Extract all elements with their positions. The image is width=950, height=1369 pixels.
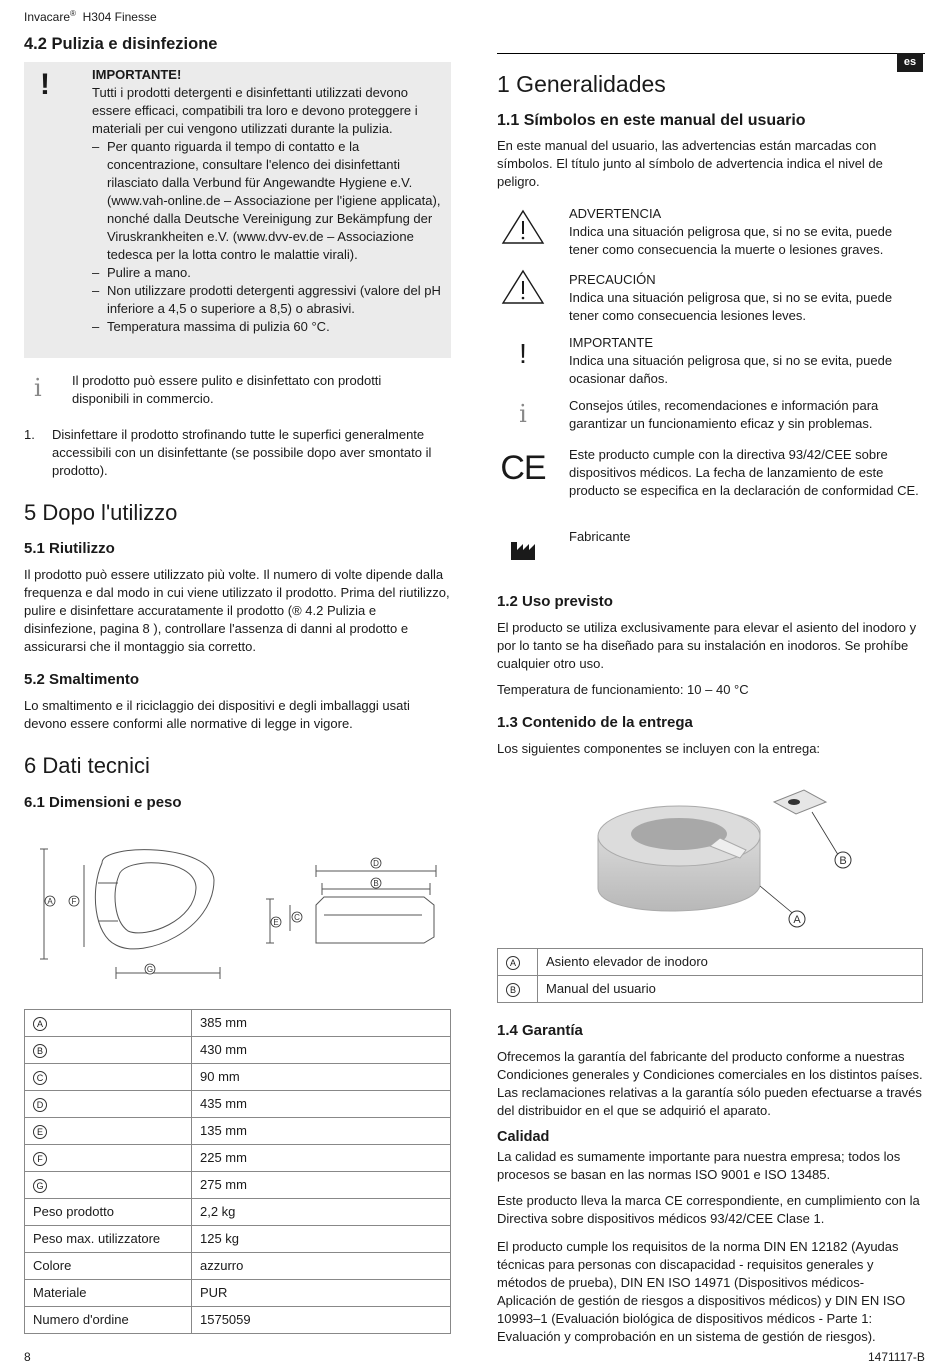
important-item: – Per quanto riguarda il tempo di contatto e la concentrazione, consultare l'elenco dei disinfettanti rilasciato dalla Verbund für Angewandte Hygiene e.V. (www.vah-online.de – Associazione per l'igiene applicata), nonché dalla Deutsche Vereinigung zur Bekämpfung der Viruskrankheiten e.V. (www.dvv-ev.de – Associazione tedesca per la lotta contro le malattie virali).: [92, 138, 442, 264]
table-value-cell: 275 mm: [192, 1172, 451, 1199]
table-value-cell: 435 mm: [192, 1091, 451, 1118]
table-row: [25, 1253, 451, 1280]
callout-letter: A: [506, 956, 520, 970]
section-1-4-title: 1.4 Garantía: [497, 1022, 583, 1039]
table-row: [25, 1172, 451, 1199]
section-5-2-text: Lo smaltimento e il riciclaggio dei dispositivi e degli imballaggi usati devono essere conformi alle normative di legge in vigore.: [24, 698, 410, 731]
table-row: [25, 1010, 451, 1037]
callout-letter: B: [506, 983, 520, 997]
section-1-3-title: 1.3 Contenido de la entrega: [497, 714, 693, 731]
callout-letter: F: [33, 1152, 47, 1166]
important-item: – Temperatura massima di pulizia 60 °C.: [92, 318, 442, 336]
table-row: [25, 1307, 451, 1334]
table-value-cell: 135 mm: [192, 1118, 451, 1145]
dim-label-c: C: [294, 913, 300, 922]
row-label: Colore: [33, 1258, 72, 1273]
exclamation-icon: !: [519, 338, 527, 369]
info-icon: i: [34, 374, 42, 402]
row-label: Materiale: [33, 1285, 87, 1300]
row-label: Numero d'ordine: [33, 1312, 129, 1327]
table-key-cell: [25, 1118, 192, 1145]
section-1-2-title: 1.2 Uso previsto: [497, 593, 613, 610]
table-value-cell: 2,2 kg: [192, 1199, 451, 1226]
callout-letter: C: [33, 1071, 47, 1085]
section-1-title: 1 Generalidades: [497, 71, 666, 97]
symbol-desc: Indica una situación peligrosa que, si no se evita, puede tener como consecuencia lesiones leves.: [569, 290, 893, 323]
product-illustration: [560, 768, 860, 938]
seat-side-view: [316, 897, 434, 943]
important-item: – Non utilizzare prodotti detergenti aggressivi (valore del pH inferiore a 4,5 o superiore a 8,5) o abrasivi.: [92, 282, 442, 318]
warning-triangle-icon: [497, 267, 549, 307]
operating-temperature: Temperatura de funcionamiento: 10 – 40 °C: [497, 682, 749, 697]
table-key-cell: [25, 1172, 192, 1199]
table-row: [498, 976, 923, 1003]
symbol-manufacturer: [497, 528, 925, 564]
info-icon: i: [519, 400, 527, 428]
quality-paragraph-2: Este producto lleva la marca CE correspondiente, en cumplimiento con la Directiva sobre dispositivos médicos 93/42/CEE Clase 1.: [497, 1193, 920, 1226]
symbol-desc: Consejos útiles, recomendaciones e información para garantizar un funcionamiento eficaz y sin problemas.: [569, 398, 879, 431]
callout-letter: D: [33, 1098, 47, 1112]
document-code: 1471117-B: [868, 1350, 925, 1364]
step-text: Disinfettare il prodotto strofinando tutte le superfici generalmente accessibili con un disinfettante (se possibile dopo aver smontato il prodotto).: [52, 427, 432, 478]
section-5-title: 5 Dopo l'utilizzo: [24, 500, 178, 525]
dimension-diagram: [24, 835, 451, 985]
table-value-cell: 90 mm: [192, 1064, 451, 1091]
table-value-cell: PUR: [192, 1280, 451, 1307]
table-row: [25, 1226, 451, 1253]
section-4-2-title: 4.2 Pulizia e disinfezione: [24, 35, 218, 53]
table-key-cell: [25, 1091, 192, 1118]
section-1-4-text: Ofrecemos la garantía del fabricante del producto conforme a nuestras Condiciones generales y Condiciones comerciales en los distintos países. Las reclamaciones relativas a la garantía sólo pueden efectuarse a través del distribuidor en el que se adquirió el aparato.: [497, 1049, 923, 1118]
important-title: IMPORTANTE!: [92, 67, 182, 82]
table-value-cell: 125 kg: [192, 1226, 451, 1253]
section-1-1-title: 1.1 Símbolos en este manual del usuario: [497, 112, 806, 129]
table-key-cell: [25, 1253, 192, 1280]
quality-title: Calidad: [497, 1129, 550, 1145]
table-key-cell: [25, 1199, 192, 1226]
table-key-cell: [25, 1010, 192, 1037]
section-1-3-text: Los siguientes componentes se incluyen con la entrega:: [497, 741, 821, 756]
page-number: 8: [24, 1350, 31, 1364]
quality-paragraph-1: La calidad es sumamente importante para nuestra empresa; todos los procesos se basan en las normas ISO 9001 e ISO 13485.: [497, 1149, 901, 1182]
section-6-1-title: 6.1 Dimensioni e peso: [24, 794, 182, 811]
symbol-desc: Indica una situación peligrosa que, si no se evita, puede tener como consecuencia la muerte o lesiones graves.: [569, 224, 893, 257]
symbol-important: [497, 334, 925, 394]
step-number: 1.: [24, 427, 35, 442]
table-value-cell: 225 mm: [192, 1145, 451, 1172]
table-key-cell: [25, 1280, 192, 1307]
header-registered-mark: ®: [70, 9, 76, 18]
table-key-cell: [25, 1145, 192, 1172]
table-value-cell: Asiento elevador de inodoro: [538, 949, 923, 976]
contents-table: [497, 948, 923, 1003]
symbol-desc: Indica una situación peligrosa que, si no se evita, puede ocasionar daños.: [569, 353, 893, 386]
column-top-rule: [497, 53, 925, 54]
dim-label-d: D: [373, 859, 379, 868]
symbol-title: PRECAUCIÓN: [569, 272, 656, 287]
dim-label-a: A: [47, 897, 53, 906]
dim-label-g: G: [146, 965, 154, 974]
table-value-cell: 430 mm: [192, 1037, 451, 1064]
header-product: H304 Finesse: [82, 10, 157, 24]
table-row: [25, 1199, 451, 1226]
symbol-desc: Este producto cumple con la directiva 93/42/CEE sobre dispositivos médicos. La fecha de lanzamiento de este producto se especifica en la declaración de conformidad CE.: [569, 447, 919, 498]
table-value-cell: 1575059: [192, 1307, 451, 1334]
factory-icon: [497, 532, 549, 562]
dim-label-f: F: [71, 897, 77, 906]
important-item: – Pulire a mano.: [92, 264, 442, 282]
table-key-cell: [498, 976, 538, 1003]
callout-letter: A: [33, 1017, 47, 1031]
quality-paragraph-3: El producto cumple los requisitos de la norma DIN EN 12182 (Ayudas técnicas para personas con discapacidad - requisitos generales y métodos de prueba), DIN EN ISO 14971 (Dispositivos médicos- Aplicación de gestión de riesgos a dispositivos médicos) y DIN EN ISO 10993–1 (Evaluación biológica de dispositivos médicos - Parte 1: Evaluación y comprobación en un sistema de gestión de riesgos).: [497, 1239, 906, 1344]
seat-top-view-outer: [95, 850, 214, 949]
seat-top-view-inner: [115, 863, 196, 933]
table-key-cell: [25, 1226, 192, 1253]
dim-label-b: B: [373, 879, 379, 888]
symbol-warning: [497, 205, 925, 265]
language-badge: es: [897, 53, 923, 72]
table-key-cell: [498, 949, 538, 976]
running-header: [24, 5, 157, 26]
symbol-ce: [497, 446, 925, 526]
symbol-title: IMPORTANTE: [569, 335, 654, 350]
table-row: [25, 1037, 451, 1064]
table-row: [25, 1280, 451, 1307]
warning-triangle-icon: [497, 207, 549, 247]
header-brand: Invacare: [24, 10, 71, 24]
table-key-cell: [25, 1064, 192, 1091]
info-note: Il prodotto può essere pulito e disinfettato con prodotti disponibili in commercio.: [72, 373, 382, 406]
table-value-cell: azzurro: [192, 1253, 451, 1280]
callout-letter: E: [33, 1125, 47, 1139]
table-row: [498, 949, 923, 976]
symbol-info: [497, 397, 925, 442]
symbol-caution: [497, 271, 925, 331]
section-5-1-title: 5.1 Riutilizzo: [24, 540, 115, 557]
table-row: [25, 1091, 451, 1118]
section-1-1-text: En este manual del usuario, las advertencias están marcadas con símbolos. El título junto al símbolo de advertencia indica el nivel de peligro.: [497, 138, 883, 189]
user-manual-booklet: [774, 790, 826, 814]
table-value-cell: 385 mm: [192, 1010, 451, 1037]
callout-b: B: [839, 855, 847, 867]
ce-mark-icon: CE: [500, 449, 546, 487]
dim-label-e: E: [273, 918, 279, 927]
important-notice-box: [24, 62, 451, 358]
section-6-title: 6 Dati tecnici: [24, 753, 150, 778]
spec-table: [24, 1009, 451, 1334]
table-row: [25, 1145, 451, 1172]
callout-letter: G: [33, 1179, 47, 1193]
row-label: Peso max. utilizzatore: [33, 1231, 161, 1246]
table-row: [25, 1064, 451, 1091]
callout-a: A: [793, 914, 801, 926]
table-key-cell: [25, 1307, 192, 1334]
section-5-2-title: 5.2 Smaltimento: [24, 671, 140, 688]
section-5-1-text: Il prodotto può essere utilizzato più volte. Il numero di volte dipende dalla frequenza e dal modo in cui viene utilizzato il prodotto. Prima del riutilizzo, pulire e disinfettare accuratamente il prodotto (® 4.2 Pulizia e disinfezione, pagina 8 ), controllare l'assenza di danni al prodotto e assicurarsi che il montaggio sia corretto.: [24, 567, 450, 654]
exclamation-icon: !: [40, 68, 50, 101]
table-row: [25, 1118, 451, 1145]
row-label: Peso prodotto: [33, 1204, 114, 1219]
symbol-title: ADVERTENCIA: [569, 206, 662, 221]
table-key-cell: [25, 1037, 192, 1064]
callout-letter: B: [33, 1044, 47, 1058]
table-value-cell: Manual del usuario: [538, 976, 923, 1003]
section-1-2-text: El producto se utiliza exclusivamente para elevar el asiento del inodoro y por lo tanto se ha diseñado para su instalación en inodoros. Se prohíbe cualquier otro uso.: [497, 620, 917, 671]
symbol-desc: Fabricante: [569, 529, 631, 544]
important-intro: Tutti i prodotti detergenti e disinfettanti utilizzati devono essere efficaci, compatibili tra loro e devono proteggere i materiali per cui vengono utilizzati durante la pulizia.: [92, 85, 418, 136]
